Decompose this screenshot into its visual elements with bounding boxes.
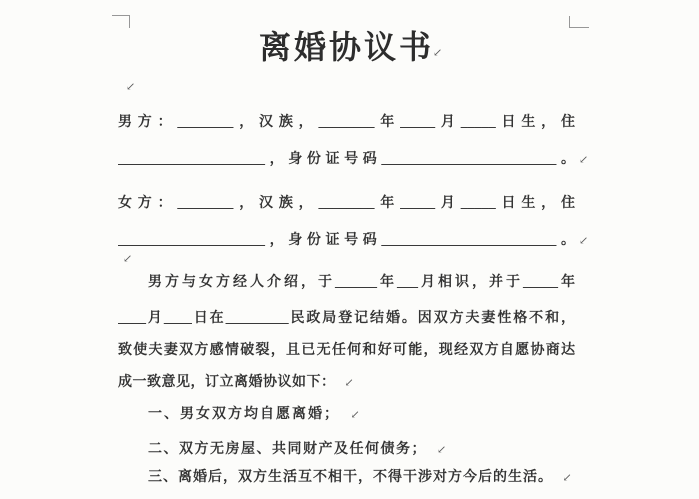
female-party-line-2: _____________________，身份证号码_________________________。 [118,233,575,248]
paragraph-mark: ↙ [344,377,354,389]
clause-1 [118,404,575,425]
paragraph-mark: ↙ [562,472,572,484]
intro-line-2: ____月____日在_________民政局登记结婚。因双方夫妻性格不和， [118,311,575,326]
paragraph-mark: ↙ [579,154,589,166]
paragraph-mark: ↙ [579,235,589,247]
paragraph-mark: ↙ [350,409,360,421]
clause-3-text: 三、离婚后，双方生活互不相干，不得干涉对方今后的生活。 [148,470,553,485]
intro-line-3: 致使夫妻双方感情破裂，且已无任何和好可能，现经双方自愿协商达 [118,343,575,358]
clause-3 [118,467,575,488]
clause-2-text: 二、双方无房屋、共同财产及任何债务； [148,442,427,457]
clause-2 [118,439,575,460]
paragraph-mark: ↙ [437,444,447,456]
paragraph-mark: ↙ [123,253,133,265]
clause-1-text: 一、男女双方均自愿离婚； [148,407,340,422]
intro-line-1: 男方与女方经人介绍，于______年___月相识，并于_____年 [148,275,575,290]
paragraph-mark: ↙ [433,47,443,59]
intro-line-4 [118,372,575,393]
intro-line-4-text: 成一致意见，订立离婚协议如下： [118,375,336,390]
male-party-line-1: 男方：________，汉族，________年_____月_____日生，住 [118,115,575,130]
paragraph-mark: ↙ [126,81,136,93]
male-party-line-2: _____________________，身份证号码_________________________。 [118,152,575,167]
document-title: 离婚协议书 [258,29,434,65]
female-party-line-1: 女方：________，汉族，________年_____月_____日生，住 [118,196,575,211]
